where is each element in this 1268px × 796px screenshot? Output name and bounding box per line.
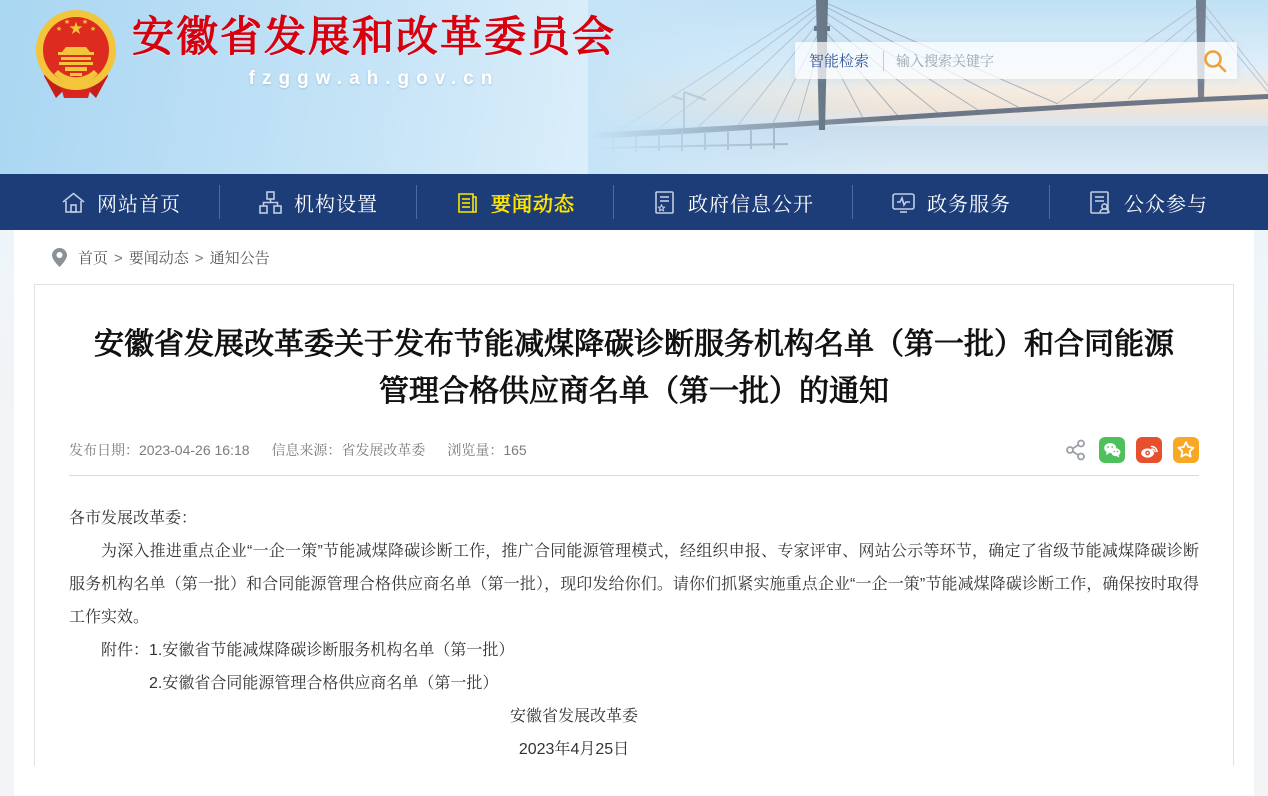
nav-separator [852,185,853,219]
nav-item-gov-service[interactable] [890,188,1011,217]
nav-item-gov-info[interactable] [651,188,814,217]
participate-icon [1087,189,1114,216]
search-button[interactable] [1193,42,1237,79]
nav-item-home[interactable] [60,188,181,217]
article-body [69,502,1199,766]
national-emblem-icon [34,6,118,102]
nav-item-news[interactable] [454,188,575,217]
publish-date-label: 发布日期： [69,442,139,458]
page-body [0,230,1268,796]
source-label: 信息来源： [271,442,342,458]
breadcrumb [14,230,1254,284]
attachment-link-2[interactable]: 2.安徽省合同能源管理合格供应商名单（第一批） [149,675,499,692]
svg-text:★: ★ [89,25,97,33]
site-header [0,0,1268,174]
nav-label: 机构设置 [294,193,378,216]
nav-separator [416,185,417,219]
nav-separator [613,185,614,219]
views-value: 165 [503,442,527,458]
site-title: 安徽省发展和改革委员会 [132,13,617,60]
attachment-label: 附件： [101,642,150,659]
salutation: 各市发展改革委： [69,510,198,527]
info-doc-icon [651,189,678,216]
org-icon [257,189,284,216]
breadcrumb-home[interactable]: 首页 [78,249,109,267]
wechat-icon [1102,440,1122,460]
share-button[interactable] [1064,438,1088,462]
share-icon [1064,438,1088,462]
svg-text:★: ★ [68,19,84,39]
source-value: 省发展改革委 [341,442,426,458]
article-card [34,284,1234,766]
nav-item-organization[interactable] [257,188,378,217]
nav-label: 政府信息公开 [688,193,814,216]
service-icon [890,189,917,216]
weibo-icon [1139,440,1159,460]
svg-text:★: ★ [63,18,71,26]
search-bar [795,42,1237,79]
news-icon [454,189,481,216]
breadcrumb-notices[interactable]: 通知公告 [209,249,270,267]
home-icon [60,189,87,216]
breadcrumb-news[interactable]: 要闻动态 [128,249,189,267]
publish-date-value: 2023-04-26 16:18 [139,442,250,458]
attachment-link-1[interactable]: 1.安徽省节能减煤降碳诊断服务机构名单（第一批） [149,642,515,659]
nav-label: 网站首页 [97,193,181,216]
nav-separator [219,185,220,219]
body-paragraph: 为深入推进重点企业“一企一策”节能减煤降碳诊断工作，推广合同能源管理模式，经组织申报、专家评审、网站公示等环节，确定了省级节能减煤降碳诊断服务机构名单（第一批）和合同能源管理合格供应商名单（第一批），现印发给你们。请你们抓紧实施重点企业“一企一策”节能减煤降碳诊断工作，确保按时取得工作实效。 [69,543,1199,626]
favorite-star-icon [1176,440,1196,460]
nav-label: 公众参与 [1124,193,1208,216]
nav-label: 要闻动态 [491,193,575,216]
breadcrumb-separator: > [114,249,123,267]
favorite-star-button[interactable] [1173,437,1199,463]
search-input[interactable] [884,53,1193,69]
signature: 安徽省发展改革委 [509,708,638,725]
search-icon [1202,48,1228,74]
signature-date: 2023年4月25日 [518,741,630,758]
main-nav [0,174,1268,230]
svg-text:★: ★ [55,25,63,33]
nav-item-public-participation[interactable] [1087,188,1208,217]
smart-search-label[interactable]: 智能检索 [809,53,870,70]
share-toolbar [1064,437,1199,463]
article-meta-row [69,437,1199,476]
wechat-share-button[interactable] [1099,437,1125,463]
nav-separator [1049,185,1050,219]
site-url: fzggw.ah.gov.cn [248,68,500,90]
article-title: 安徽省发展改革委关于发布节能减煤降碳诊断服务机构名单（第一批）和合同能源管理合格供应商名单（第一批）的通知 [94,328,1174,408]
views-label: 浏览量： [447,442,504,458]
nav-label: 政务服务 [927,193,1011,216]
weibo-share-button[interactable] [1136,437,1162,463]
article-meta [69,440,527,460]
breadcrumb-separator: > [194,249,204,267]
svg-text:★: ★ [81,18,89,26]
location-pin-icon [51,247,68,268]
bridge-banner-image [588,0,1268,174]
site-logo-block [34,6,616,102]
